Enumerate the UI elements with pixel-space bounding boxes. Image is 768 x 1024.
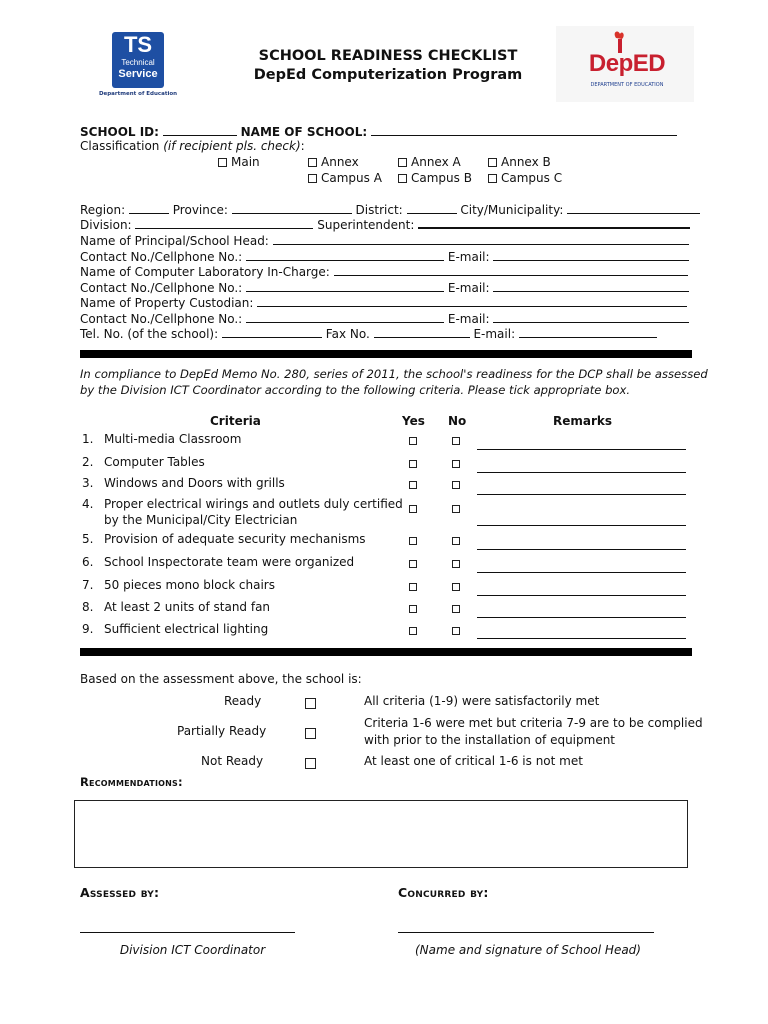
table-row: 7. 50 pieces mono block chairs (80, 578, 690, 598)
checkbox-icon[interactable] (308, 158, 317, 167)
yes-header: Yes (402, 414, 425, 428)
table-row: 2. Computer Tables (80, 455, 690, 475)
province-field[interactable] (232, 202, 352, 214)
option-annex-b[interactable]: Annex B (488, 155, 551, 169)
concurred-signature-line[interactable] (398, 932, 654, 933)
deped-logo-word: DepED (588, 50, 666, 77)
no-checkbox[interactable] (452, 437, 460, 445)
partial-checkbox[interactable] (305, 728, 316, 739)
no-checkbox[interactable] (452, 605, 460, 613)
remarks-line[interactable] (477, 595, 686, 596)
table-row: 5. Provision of adequate security mechanisms (80, 532, 690, 552)
concurred-by-label: Concurred by: (398, 885, 489, 900)
ts-logo-caption: Department of Education (98, 91, 178, 97)
table-row: 1. Multi-media Classroom (80, 432, 690, 452)
yes-checkbox[interactable] (409, 605, 417, 613)
checkbox-icon[interactable] (398, 174, 407, 183)
remarks-line[interactable] (477, 525, 686, 526)
not-ready-description: At least one of critical 1-6 is not met (364, 754, 583, 768)
option-annex-a[interactable]: Annex A (398, 155, 461, 169)
division-row: Division: Superintendent: (80, 217, 690, 232)
name-of-school-label: NAME OF SCHOOL (240, 125, 363, 139)
custodian-row: Name of Property Custodian: (80, 295, 687, 310)
remarks-line[interactable] (477, 572, 686, 573)
remarks-line[interactable] (477, 617, 686, 618)
classification-note: (if recipient pls. check) (163, 139, 301, 153)
principal-row: Name of Principal/School Head: (80, 233, 689, 248)
table-row: 4. Proper electrical wirings and outlets duly certified by the Municipal/City Electrician (80, 497, 690, 531)
school-id-row: SCHOOL ID: NAME OF SCHOOL: (80, 124, 677, 139)
ts-logo-service: Service (118, 68, 158, 80)
not-ready-label: Not Ready (201, 754, 264, 768)
region-field[interactable] (129, 202, 169, 214)
principal-field[interactable] (273, 233, 689, 245)
divider-bar (80, 648, 692, 656)
ts-logo (96, 30, 180, 100)
concurred-caption: (Name and signature of School Head) (415, 943, 641, 957)
custodian-field[interactable] (257, 295, 687, 307)
name-of-school-field[interactable] (371, 124, 677, 136)
option-campus-c[interactable]: Campus C (488, 171, 562, 185)
no-checkbox[interactable] (452, 460, 460, 468)
email3-field[interactable] (493, 311, 689, 323)
partial-description-1: Criteria 1-6 were met but criteria 7-9 are to be complied (364, 716, 703, 730)
contact3-row: Contact No./Cellphone No.: E-mail: (80, 311, 689, 326)
remarks-header: Remarks (553, 414, 613, 428)
no-checkbox[interactable] (452, 537, 460, 545)
ready-checkbox[interactable] (305, 698, 316, 709)
email4-field[interactable] (519, 326, 657, 338)
yes-checkbox[interactable] (409, 505, 417, 513)
contact2-row: Contact No./Cellphone No.: E-mail: (80, 280, 689, 295)
tel-field[interactable] (222, 326, 322, 338)
no-header: No (448, 414, 467, 428)
option-annex[interactable]: Annex (308, 155, 359, 169)
page-title: SCHOOL READINESS CHECKLIST (258, 48, 518, 64)
divider-bar (80, 350, 692, 358)
remarks-line[interactable] (477, 494, 686, 495)
city-field[interactable] (567, 202, 700, 214)
yes-checkbox[interactable] (409, 627, 417, 635)
contact1-row: Contact No./Cellphone No.: E-mail: (80, 249, 689, 264)
option-campus-a[interactable]: Campus A (308, 171, 382, 185)
division-field[interactable] (135, 217, 313, 229)
lab-incharge-field[interactable] (334, 264, 688, 276)
email2-field[interactable] (493, 280, 689, 292)
school-id-field[interactable] (163, 124, 237, 136)
yes-checkbox[interactable] (409, 460, 417, 468)
compliance-line2: by the Division ICT Coordinator according to the following criteria. Please tick appropriate box. (80, 383, 631, 397)
ts-logo-letters: TS (123, 32, 153, 57)
district-field[interactable] (407, 202, 457, 214)
yes-checkbox[interactable] (409, 437, 417, 445)
classification-label: Classification (80, 139, 160, 153)
superintendent-field[interactable] (418, 217, 690, 229)
recommendations-box[interactable] (74, 800, 688, 868)
no-checkbox[interactable] (452, 583, 460, 591)
table-row: 6. School Inspectorate team were organized (80, 555, 690, 575)
remarks-line[interactable] (477, 449, 686, 450)
option-campus-b[interactable]: Campus B (398, 171, 472, 185)
region-row: Region: Province: District: City/Municipality: (80, 202, 700, 217)
classification-row: Classification (if recipient pls. check): (80, 139, 305, 153)
lab-incharge-row: Name of Computer Laboratory In-Charge: (80, 264, 688, 279)
remarks-line[interactable] (477, 472, 686, 473)
assessed-by-label: Assessed by: (80, 885, 160, 900)
table-row: 3. Windows and Doors with grills (80, 476, 690, 496)
remarks-line[interactable] (477, 638, 686, 639)
recommendations-label: Recommendations: (80, 775, 183, 789)
no-checkbox[interactable] (452, 560, 460, 568)
partial-label: Partially Ready (177, 724, 267, 738)
yes-checkbox[interactable] (409, 481, 417, 489)
partial-description-2: with prior to the installation of equipment (364, 733, 616, 747)
page-subtitle: DepEd Computerization Program (253, 67, 523, 83)
assessed-signature-line[interactable] (80, 932, 295, 933)
remarks-line[interactable] (477, 549, 686, 550)
assessment-intro: Based on the assessment above, the school is: (80, 672, 362, 686)
no-checkbox[interactable] (452, 627, 460, 635)
ts-logo-technical: Technical (121, 58, 155, 67)
checkbox-icon[interactable] (218, 158, 227, 167)
no-checkbox[interactable] (452, 505, 460, 513)
deped-logo (556, 26, 694, 102)
table-row: 8. At least 2 units of stand fan (80, 600, 690, 620)
fax-field[interactable] (374, 326, 470, 338)
contact2-field[interactable] (246, 280, 444, 292)
checkbox-icon[interactable] (488, 158, 497, 167)
deped-logo-caption: DEPARTMENT OF EDUCATION (590, 82, 664, 88)
contact1-field[interactable] (246, 249, 444, 261)
email1-field[interactable] (493, 249, 689, 261)
checkbox-icon[interactable] (398, 158, 407, 167)
checkbox-icon[interactable] (488, 174, 497, 183)
yes-checkbox[interactable] (409, 537, 417, 545)
yes-checkbox[interactable] (409, 560, 417, 568)
no-checkbox[interactable] (452, 481, 460, 489)
school-id-label: SCHOOL ID: (80, 125, 159, 139)
option-main[interactable]: Main (218, 155, 260, 169)
table-row: 9. Sufficient electrical lighting (80, 622, 690, 642)
ready-label: Ready (224, 694, 262, 708)
yes-checkbox[interactable] (409, 583, 417, 591)
criteria-header: Criteria (210, 414, 261, 428)
contact3-field[interactable] (246, 311, 444, 323)
not-ready-checkbox[interactable] (305, 758, 316, 769)
compliance-line1: In compliance to DepEd Memo No. 280, series of 2011, the school's readiness for the DCP shall be assessed (80, 367, 708, 381)
ready-description: All criteria (1-9) were satisfactorily met (364, 694, 600, 708)
checkbox-icon[interactable] (308, 174, 317, 183)
assessed-caption: Division ICT Coordinator (119, 943, 266, 957)
tel-row: Tel. No. (of the school): Fax No. E-mail: (80, 326, 657, 341)
